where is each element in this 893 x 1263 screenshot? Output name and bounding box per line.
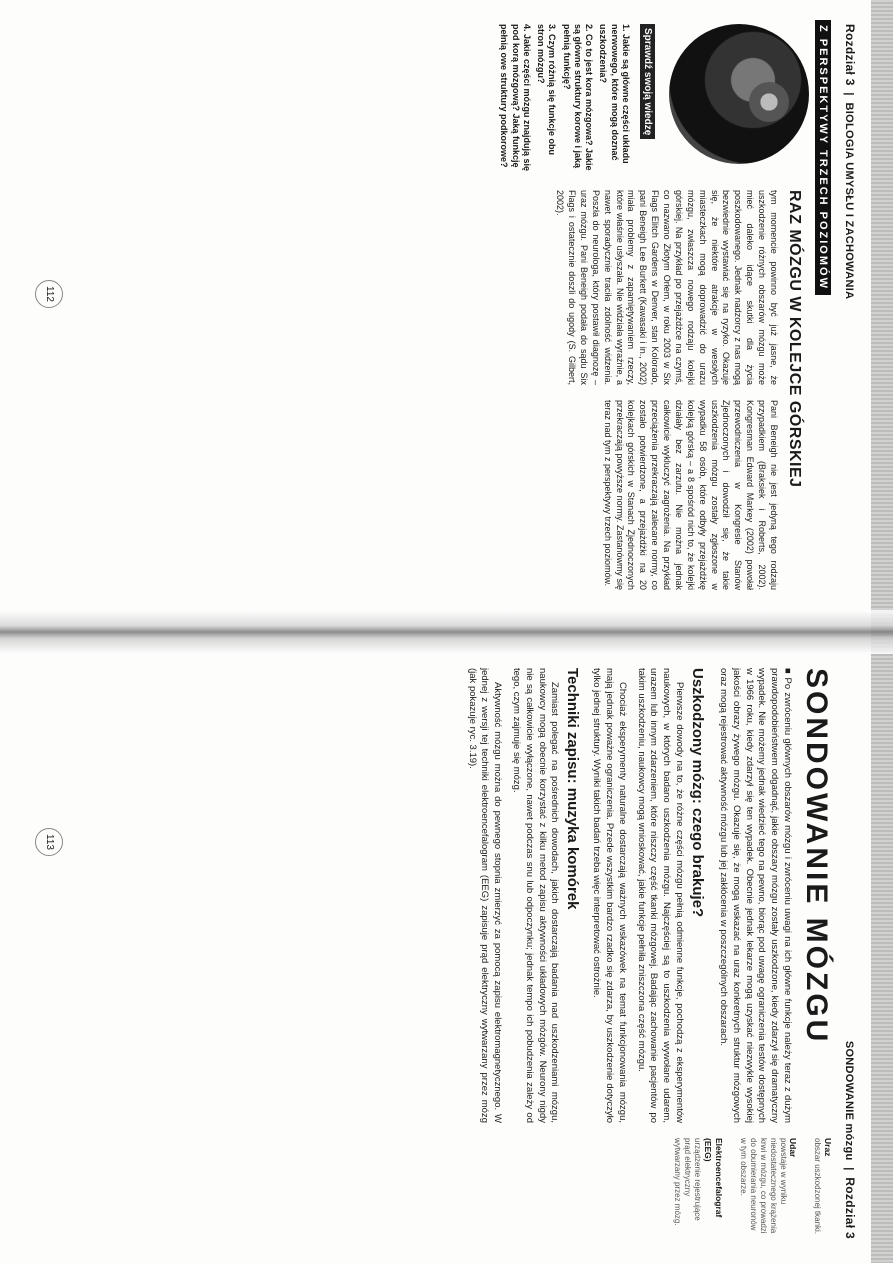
glossary-margin bbox=[659, 1138, 834, 1238]
left-page-number: 112 bbox=[35, 280, 63, 308]
right-main-column bbox=[459, 668, 833, 1123]
perspective-banner: Z PERSPEKTYWY TRZECH POZIOMÓW bbox=[815, 20, 831, 295]
question-item: 1. Jakie są główne części układu nerwowego, które mogą doznać uszkodzenia? bbox=[598, 24, 631, 164]
paragraph: Chociaż eksperymenty naturalne dostarczają ważnych wskazówek na temat funkcjonowania mózgu, mają jednak poważne ograniczenia. Przede wszystkim bardzo rzadko się zdarza, by uszkodzenie dotyczyło tylko jednej struktury. Wyniki takich badań trzeba więc interpretować ostrożnie. bbox=[591, 668, 628, 1123]
subheading-recording-techniques: Techniki zapisu: muzyka komórek bbox=[564, 668, 582, 910]
right-header-chapter: Rozdział 3 bbox=[843, 1177, 857, 1239]
intro-text: Po zwróceniu głównych obszarów mózgu i zwróceniu uwagi na ich główne funkcje należy teraz z dużym prawdopodobieństwem odgadnąć, jakie obszary mózgu zostały uszkodzone, kiedy zdarzył się dramatyczny wypadek. Nie możemy jednak wiedzieć tego na pewno, biorąc pod uwagę ograniczenia testów dostępnych w 1966 roku, kiedy zdarzył się ten wypadek. Obecnie jednak lekarze mogą uzyskać niezwykle wysokiej jakości obrazy żywego mózgu. Okazuje się, że mogą wskazać na uraz konkretnych struktur mózgowych oraz mogą rejestrować aktywność mózgu lub jej zakłócenia w poszczególnych obszarach. bbox=[717, 668, 793, 1123]
brain-scan-photo bbox=[669, 24, 809, 164]
check-knowledge-badge: Sprawdź swoją wiedzę bbox=[640, 24, 655, 139]
article-title: RAZ MÓZGU W KOLEJCE GÓRSKIEJ bbox=[786, 190, 803, 488]
left-header-chapter: Rozdział 3 bbox=[843, 24, 857, 86]
glossary-definition: powstaje w wyniku niedostatecznego krążenia krwi w mózgu, co prowadzi do obumierania neuronów w tym obszarze. bbox=[738, 1138, 788, 1234]
left-header-title: BIOLOGIA UMYSŁU I ZACHOWANIA bbox=[843, 102, 855, 300]
glossary-definition: obszar uszkodzonej tkanki. bbox=[813, 1138, 823, 1235]
left-page bbox=[33, 20, 833, 595]
glossary-definition: urządzenie rejestrujące prąd elektryczny wytwarzany przez mózg. bbox=[673, 1138, 703, 1226]
right-header-section: SONDOWANIE mózgu bbox=[843, 1040, 855, 1161]
book-spine-shadow bbox=[0, 610, 893, 654]
glossary-term: Udar bbox=[788, 1138, 799, 1158]
article-column-2: Pani Beneigh nie jest jedyną tego rodzaju przypadkiem (Braksiek i Roberts, 2002). Kongresman Edward Markey (2002) powołał przewodniczenia w Kongresie Stanów Zjednoczonych i dowodził się, że takie uszkodzenia mózgu zostały zgłoszone w wypadku 58 osób, które odbyły przejażdżkę kolejką górską – a 8 spośród nich to, że kolejki działały bez zarzutu. Nie można jednak całkowicie wykluczyć zagrożenia. Na przykład przeciążenia przekraczają zalecane normy, co zostało potwierdzone, a przejażdżki na 20 kolejkach górskich w Stanach Zjednoczonych przekraczają powyższe normy. Zastanówmy się teraz nad tym z perspektywy trzech poziomów. bbox=[602, 400, 779, 590]
section-title: SONDOWANIE MÓZGU bbox=[800, 668, 833, 1045]
glossary-term: Uraz bbox=[823, 1138, 833, 1157]
question-item: 4. Jakie części mózgu znajdują się pod korą mózgową? Jaką funkcję pełnią owe struktury podkorowe? bbox=[499, 24, 532, 172]
right-page bbox=[33, 668, 833, 1243]
left-running-header: Rozdział 3 | BIOLOGIA UMYSŁU I ZACHOWANIA bbox=[843, 24, 857, 300]
glossary-entry bbox=[812, 1138, 833, 1238]
article-column-1: tym momencie powinno być już jasne, że uszkodzenie różnych obszarów mózgu może mieć daleko idące skutki dla życia poszkodowanego. Jednak nadzorcy z nas mogą bezwiednie wystawiać się na ryzyko. Okazuje się, że niektóre atrakcje w wesołych miasteczkach mogą doprowadzić do urazu mózgu, zwłaszcza nowego rodzaju kolejki górskiej. Na przykład po przejażdżce na czymś, co nazwano Złotym Orłem, w roku 2003 w Six Flags Elitch Gardens w Denver, stan Kolorado, pani Beneigh Lee Burkett (Kawasaki i in., 2002) miała problemy z zapamiętywaniem rzeczy, które właśnie usłyszała. Nie widziała wyraźnie, a nawet sporadycznie traciła zdolność widzenia. Poszła do neurologa, który postawił diagnozę – uraz mózgu. Pani Beneigh podała do sądu Six Flags i ostatecznie doszli do ugody (S. Gilbert, 2002). bbox=[555, 190, 779, 385]
glossary-term: Elektroencefalograf (EEG) bbox=[703, 1138, 724, 1218]
paragraph: Pierwsze dowody na to, że różne części mózgu pełnią odmienne funkcje, pochodzą z eksperymentów naukowych, w których badano uszkodzenia mózgu. Najczęściej są to uszkodzenia wywołane udarem, urazem lub innym zdarzeniem, które niszczy część tkanki mózgowej. Badając zachowanie pacjentów po takim uszkodzeniu, naukowcy mogą wnioskować, jakie funkcje pełniła zniszczona część mózgu. bbox=[635, 668, 686, 1123]
paragraph: Aktywność mózgu można do pewnego stopnia zmierzyć za pomocą zapisu elektromagnetycznego. W jednej z wersji tej techniki elektroencefalogram (EEG) zapisuje prąd elektryczny wytwarzany przez mózg (jak pokazuje ryc. 3.19). bbox=[466, 668, 504, 1123]
glossary-entry bbox=[673, 1138, 724, 1238]
question-item: 2. Co to jest kora mózgowa? Jakie są główne struktury korowe i jaką pełnią funkcję? bbox=[561, 24, 595, 171]
check-knowledge-box bbox=[495, 24, 655, 174]
subheading-damaged-brain: Uszkodzony mózg: czego brakuje? bbox=[689, 668, 707, 918]
right-running-header: SONDOWANIE mózgu | Rozdział 3 bbox=[843, 1040, 857, 1239]
paragraph: Zamiast polegać na pośrednich dowodach, jakich dostarczają badania nad uszkodzeniami mózgu, naukowcy mogą obecnie korzystać z kilku metod zapisu aktywności układowych mózgów. Neurony nigdy nie są całkowicie wyłączone, nawet podczas snu lub odpoczynku; jednak tempo ich pobudzenia zależy od tego, czym zajmuje się mózg. bbox=[511, 668, 561, 1123]
intro-paragraph: ■ Po zwróceniu głównych obszarów mózgu i zwróceniu uwagi na ich główne funkcje należy teraz z dużym prawdopodobieństwem odgadnąć, jakie obszary mózgu zostały uszkodzone, kiedy zdarzył się dramatyczny wypadek. Nie możemy jednak wiedzieć tego na pewno, biorąc pod uwagę ograniczenia testów dostępnych w 1966 roku, kiedy zdarzył się ten wypadek. Obecnie jednak lekarze mogą uzyskać niezwykle wysokiej jakości obrazy żywego mózgu. Okazuje się, że mogą wskazać na uraz konkretnych struktur mózgowych oraz mogą rejestrować aktywność mózgu lub jej zakłócenia w poszczególnych obszarach. bbox=[717, 668, 793, 1123]
glossary-entry bbox=[738, 1138, 799, 1238]
right-page-number: 113 bbox=[35, 828, 63, 856]
question-item: 3. Czym różnią się funkcje obu stron mózgu? bbox=[536, 24, 558, 156]
